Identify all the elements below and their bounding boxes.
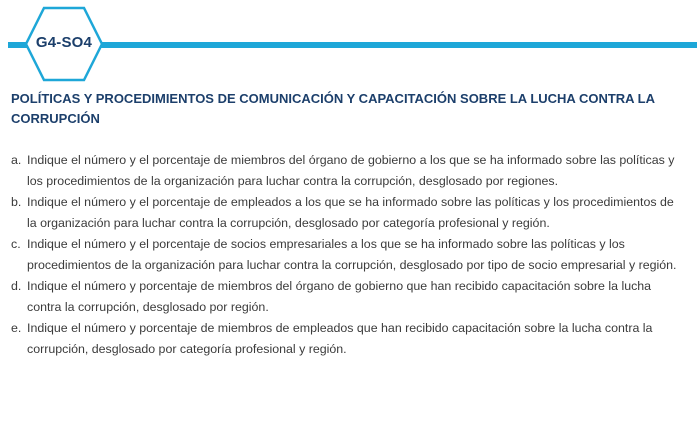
- list-item-text: Indique el número y el porcentaje de miembros del órgano de gobierno a los que se ha informado sobre las políticas y los procedimientos de la organización para luchar contra la corrupción, desglosado por regiones.: [27, 153, 675, 188]
- list-item-marker: e.: [11, 321, 22, 335]
- list-item: [11, 234, 683, 276]
- section-header: [0, 0, 697, 90]
- list-item-text: Indique el número y el porcentaje de empleados a los que se ha informado sobre las políticas y los procedimientos de la organización para luchar contra la corrupción, desglosado por categoría profesional y región.: [27, 195, 674, 230]
- header-accent-line: [8, 42, 697, 48]
- list-item: [11, 192, 683, 234]
- list-item: [11, 276, 683, 318]
- list-item-text: Indique el número y porcentaje de miembros de empleados que han recibido capacitación sobre la lucha contra la corrupción, desglosado por categoría profesional y región.: [27, 321, 653, 356]
- list-item-marker: a.: [11, 153, 22, 167]
- section-title: POLÍTICAS Y PROCEDIMIENTOS DE COMUNICACIÓN Y CAPACITACIÓN SOBRE LA LUCHA CONTRA LA CORRUPCIÓN: [11, 91, 655, 126]
- requirements-list: [11, 150, 683, 360]
- list-item-marker: b.: [11, 195, 22, 209]
- list-item: [11, 318, 683, 360]
- list-item-text: Indique el número y el porcentaje de socios empresariales a los que se ha informado sobre las políticas y los procedimientos de la organización para luchar contra la corrupción, desglosado por tipo de socio empresarial y región.: [27, 237, 677, 272]
- list-item-marker: c.: [11, 237, 21, 251]
- list-item-text: Indique el número y porcentaje de miembros del órgano de gobierno que han recibido capacitación sobre la lucha contra la corrupción, desglosado por región.: [27, 279, 652, 314]
- indicator-code: G4-SO4: [35, 34, 93, 51]
- indicator-badge: [24, 6, 104, 82]
- list-item: [11, 150, 683, 192]
- list-item-marker: d.: [11, 279, 22, 293]
